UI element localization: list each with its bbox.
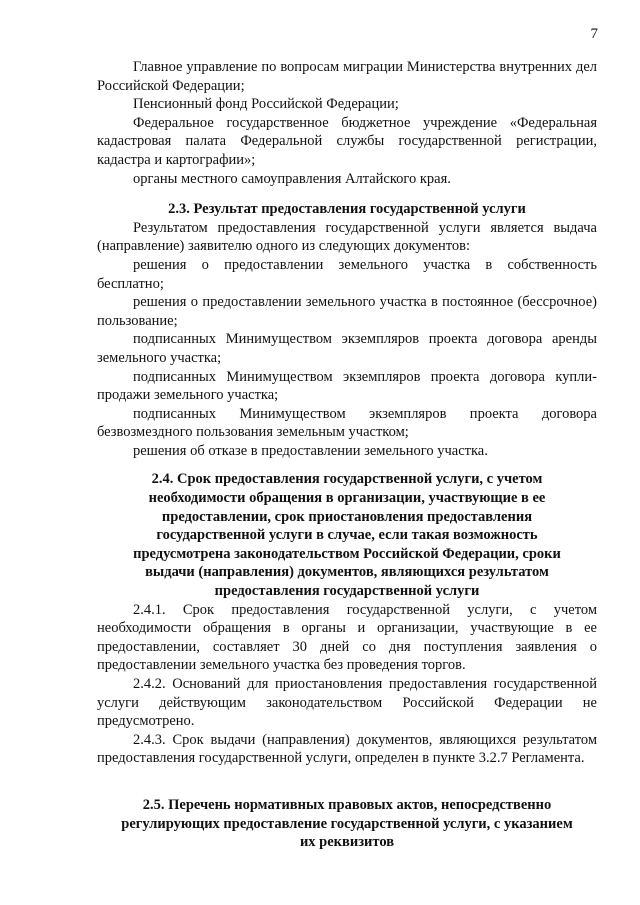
list-item: подписанных Минимуществом экземпляров проекта договора безвозмездного пользования земельным участком; bbox=[97, 405, 597, 441]
list-item: 2.4.3. Срок выдачи (направления) документов, являющихся результатом предоставления государственной услуги, определен в пункте 3.2.7 Регламента. bbox=[97, 731, 597, 767]
list-item: Главное управление по вопросам миграции Министерства внутренних дел Российской Федерации; bbox=[97, 59, 597, 94]
list-item: Пенсионный фонд Российской Федерации; bbox=[133, 96, 399, 113]
list-item: подписанных Минимуществом экземпляров проекта договора купли-продажи земельного участка; bbox=[97, 368, 597, 404]
list-item: 2.4.1. Срок предоставления государственной услуги, с учетом необходимости обращения в органы и организации, участвующие в ее предоставлении, составляет 30 дней со дня поступления заявления о предоставлении земельного участка без проведения торгов. bbox=[97, 601, 597, 674]
list-item: 2.4.2. Оснований для приостановления предоставления государственной услуги действующим законодательством Российской Федерации не предусмотрено. bbox=[97, 676, 597, 730]
intro-list bbox=[97, 58, 597, 188]
section-2-3-title: 2.3. Результат предоставления государственной услуги bbox=[168, 201, 526, 218]
section-2-5-title: 2.5. Перечень нормативных правовых актов, непосредственно регулирующих предоставление государственной услуги, с указанием их реквизитов bbox=[121, 796, 573, 851]
list-item: решения о предоставлении земельного участка в собственность бесплатно; bbox=[97, 256, 597, 292]
document-body bbox=[97, 58, 597, 852]
list-item: решения об отказе в предоставлении земельного участка. bbox=[133, 442, 488, 459]
list-item: решения о предоставлении земельного участка в постоянное (бессрочное) пользование; bbox=[97, 294, 597, 329]
page-number: 7 bbox=[590, 26, 598, 42]
list-item: подписанных Минимуществом экземпляров проекта договора аренды земельного участка; bbox=[97, 331, 597, 366]
list-item: Федеральное государственное бюджетное учреждение «Федеральная кадастровая палата Федеральной службы государственной регистрации, кадастра и картографии»; bbox=[97, 114, 597, 168]
section-2-3-lead: Результатом предоставления государственной услуги является выдача (направление) заявителю одного из следующих документов: bbox=[97, 219, 597, 255]
section-2-4-title: 2.4. Срок предоставления государственной услуги, с учетом необходимости обращения в организации, участвующие в ее предоставлении, срок приостановления предоставления государственной услуги в случае, если такая возможность предусмотрена законодательством Российской Федерации, сроки выдачи (направления) документов, являющихся результатом предоставления государственной услуги bbox=[133, 471, 561, 600]
list-item: органы местного самоуправления Алтайского края. bbox=[133, 170, 451, 187]
